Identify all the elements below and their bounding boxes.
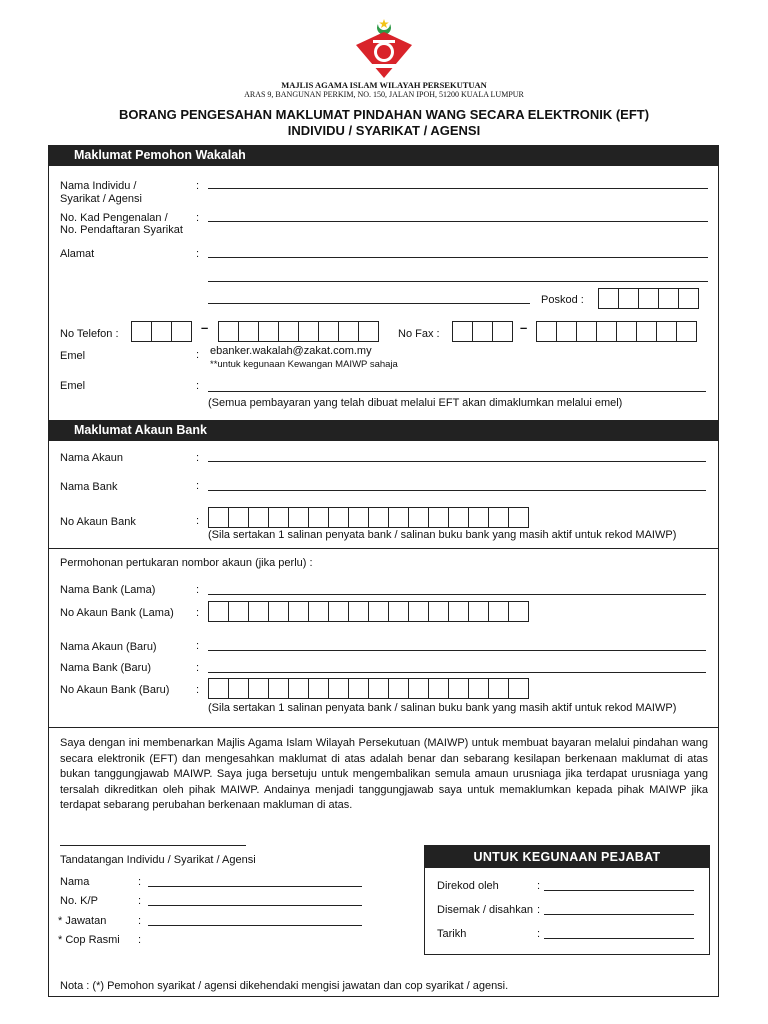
disemak-field[interactable]: [544, 914, 694, 915]
disemak-label: Disemak / disahkan: [437, 904, 533, 916]
no-akaun-boxes[interactable]: [208, 507, 528, 528]
nama-label-line2: Syarikat / Agensi: [60, 193, 142, 205]
colon: :: [196, 584, 200, 596]
maiwp-logo: [353, 14, 415, 80]
section-bank-header: Maklumat Akaun Bank: [48, 420, 719, 441]
kp-label-line1: No. Kad Pengenalan /: [60, 212, 168, 224]
emel-note: **untuk kegunaan Kewangan MAIWP sahaja: [210, 359, 398, 370]
poskod-label: Poskod :: [541, 294, 584, 306]
nama-label-line1: Nama Individu /: [60, 180, 137, 192]
nama-bank-label: Nama Bank: [60, 481, 118, 493]
colon: :: [196, 380, 200, 392]
no-akaun-label: No Akaun Bank: [60, 516, 136, 528]
alamat-field-1[interactable]: [208, 257, 708, 258]
nama-akaun-baru-field[interactable]: [208, 650, 706, 651]
footnote: Nota : (*) Pemohon syarikat / agensi dikehendaki mengisi jawatan dan cop syarikat / agensi.: [60, 980, 509, 992]
colon: :: [196, 212, 200, 224]
signature-line[interactable]: [60, 845, 246, 846]
telefon-prefix-boxes[interactable]: [131, 321, 191, 342]
section-divider: [48, 548, 719, 549]
poskod-boxes[interactable]: [598, 288, 698, 309]
alamat-label: Alamat: [60, 248, 95, 260]
emel-label: Emel: [60, 350, 86, 362]
emel2-field[interactable]: [208, 391, 706, 392]
telefon-label: No Telefon :: [60, 328, 119, 340]
colon: :: [196, 515, 200, 527]
sig-nama-field[interactable]: [148, 886, 362, 887]
fax-number-boxes[interactable]: [536, 321, 696, 342]
colon: :: [196, 349, 200, 361]
emel-value: ebanker.wakalah@zakat.com.my: [210, 345, 372, 357]
colon: :: [537, 928, 541, 940]
colon: :: [196, 684, 200, 696]
org-address: ARAS 9, BANGUNAN PERKIM, NO. 150, JALAN IPOH, 51200 KUALA LUMPUR: [244, 90, 524, 99]
section-pemohon-header: Maklumat Pemohon Wakalah: [48, 145, 719, 166]
colon: :: [196, 480, 200, 492]
declaration-text: Saya dengan ini membenarkan Majlis Agama Islam Wilayah Persekutuan (MAIWP) untuk membuat bayaran melalui pindahan wang secara elektronik (EFT) dan mengesahkan maklumat di atas adalah benar dan sebarang kesilapan berkenaan maklumat di atas bukan tanggungjawab MAIWP. Saya juga bersetuju untuk mengembalikan semula amaun urusniaga jika terdapat urusniaga yang tersalah dikreditkan oleh pihak MAIWP. Andainya menjadi tanggungjawab saya untuk memaklumkan kepada pihak MAIWP jika terdapat sebarang perubahan berkenaan makluman di atas.: [60, 737, 708, 811]
colon: :: [196, 248, 200, 260]
org-name: MAJLIS AGAMA ISLAM WILAYAH PERSEKUTUAN: [281, 80, 487, 90]
sig-kp-label: No. K/P: [60, 895, 98, 907]
akaun-baru-label: No Akaun Bank (Baru): [60, 684, 170, 696]
form-subtitle: INDIVIDU / SYARIKAT / AGENSI: [287, 123, 481, 138]
colon: :: [138, 915, 142, 927]
bank-note: (Sila sertakan 1 salinan penyata bank / salinan buku bank yang masih aktif untuk rekod MAIWP): [208, 529, 677, 541]
akaun-lama-label: No Akaun Bank (Lama): [60, 607, 174, 619]
sig-nama-label: Nama: [60, 876, 90, 888]
colon: :: [196, 452, 200, 464]
sig-jawatan-label: * Jawatan: [58, 915, 107, 927]
colon: :: [196, 180, 200, 192]
sig-kp-field[interactable]: [148, 905, 362, 906]
colon: :: [196, 662, 200, 674]
colon: :: [537, 904, 541, 916]
dash: –: [520, 320, 528, 335]
direkod-field[interactable]: [544, 890, 694, 891]
office-use-title: UNTUK KEGUNAAN PEJABAT: [425, 846, 709, 868]
nama-akaun-field[interactable]: [208, 461, 706, 462]
alamat-field-3[interactable]: [208, 303, 530, 304]
tarikh-field[interactable]: [544, 938, 694, 939]
colon: :: [138, 876, 142, 888]
form-title: BORANG PENGESAHAN MAKLUMAT PINDAHAN WANG SECARA ELEKTRONIK (EFT): [118, 107, 650, 122]
colon: :: [196, 607, 200, 619]
colon: :: [537, 880, 541, 892]
bank-baru-label: Nama Bank (Baru): [60, 662, 152, 674]
telefon-number-boxes[interactable]: [218, 321, 378, 342]
tarikh-label: Tarikh: [437, 928, 467, 940]
kp-label-line2: No. Pendaftaran Syarikat: [60, 224, 183, 236]
direkod-label: Direkod oleh: [437, 880, 499, 892]
akaun-baru-boxes[interactable]: [208, 678, 528, 699]
bank-baru-note: (Sila sertakan 1 salinan penyata bank / salinan buku bank yang masih aktif untuk rekod MAIWP): [208, 702, 677, 714]
emel2-label: Emel: [60, 380, 86, 392]
colon: :: [196, 640, 200, 652]
sig-cop-label: * Cop Rasmi: [58, 934, 120, 946]
nama-akaun-label: Nama Akaun: [60, 452, 123, 464]
emel-footnote: (Semua pembayaran yang telah dibuat melalui EFT akan dimaklumkan melalui emel): [208, 397, 623, 409]
section-divider: [48, 727, 719, 728]
colon: :: [138, 934, 142, 946]
nama-akaun-baru-label: Nama Akaun (Baru): [60, 641, 157, 653]
akaun-lama-boxes[interactable]: [208, 601, 528, 622]
nama-field[interactable]: [208, 188, 708, 189]
kp-field[interactable]: [208, 221, 708, 222]
bank-lama-label: Nama Bank (Lama): [60, 584, 156, 596]
bank-baru-field[interactable]: [208, 672, 706, 673]
colon: :: [138, 895, 142, 907]
fax-prefix-boxes[interactable]: [452, 321, 512, 342]
sig-jawatan-field[interactable]: [148, 925, 362, 926]
pertukaran-intro: Permohonan pertukaran nombor akaun (jika perlu) :: [60, 557, 313, 569]
signature-label: Tandatangan Individu / Syarikat / Agensi: [60, 854, 256, 866]
dash: –: [201, 320, 209, 335]
bank-lama-field[interactable]: [208, 594, 706, 595]
fax-label: No Fax :: [398, 328, 440, 340]
nama-bank-field[interactable]: [208, 490, 706, 491]
alamat-field-2[interactable]: [208, 281, 708, 282]
